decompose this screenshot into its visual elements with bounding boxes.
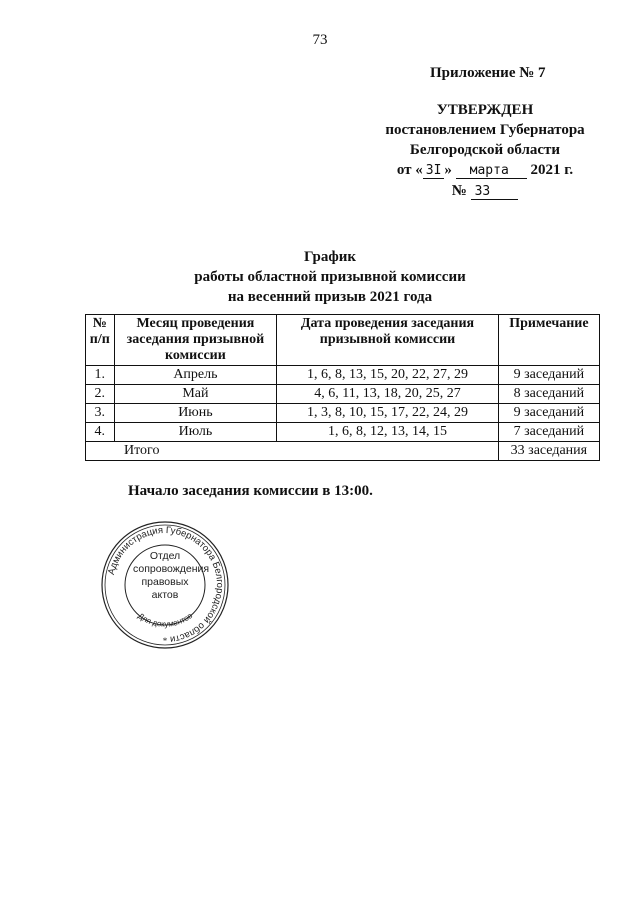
approval-heading: УТВЕРЖДЕН [436,102,534,118]
stamp-ring-text: Администрация Губернатора Белгородской области [106,524,226,645]
table-row [86,385,600,404]
row-dates: 4, 6, 11, 13, 18, 20, 25, 27 [277,385,499,404]
date-year: 2021 г. [530,162,574,178]
date-mid: » [444,162,452,178]
start-time-note: Начало заседания комиссии в 13:00. [128,483,373,499]
stamp-center-line: сопровождения [133,563,210,575]
row-number: 2. [86,385,115,404]
title-line-3: на весенний призыв 2021 года [227,289,433,305]
approval-number [380,181,590,202]
row-note: 7 заседаний [498,423,599,442]
row-note: 9 заседаний [498,366,599,385]
number-prefix: № [451,183,467,199]
table-row [86,366,600,385]
stamp-center-line: актов [151,589,179,601]
stamp-bottom-text: Для документов [136,611,195,629]
header-month: Месяц проведения заседания призывной комиссии [114,315,277,366]
header-dates: Дата проведения заседания призывной комиссии [277,315,499,366]
table-row [86,404,600,423]
date-month: марта [456,163,527,179]
table-header-row [86,315,600,366]
document-title [160,247,500,307]
stamp-center-text [133,550,210,602]
date-day: 3I [423,163,445,179]
total-row [86,442,600,461]
table-row [86,423,600,442]
row-month: Июнь [114,404,277,423]
approval-line-2: Белгородской области [409,142,561,158]
title-line-2: работы областной призывной комиссии [194,269,466,285]
row-month: Июль [114,423,277,442]
row-note: 9 заседаний [498,404,599,423]
row-number: 4. [86,423,115,442]
page-number: 73 [312,32,328,48]
total-label: Итого [86,442,499,461]
header-note: Примечание [498,315,599,366]
approval-block [380,100,590,202]
number-value: 33 [471,184,519,200]
stamp-star-icon: * [162,636,168,646]
row-month: Май [114,385,277,404]
row-month: Апрель [114,366,277,385]
total-value: 33 заседания [498,442,599,461]
appendix-label: Приложение № 7 [430,65,546,81]
approval-line-1: постановлением Губернатора [385,122,585,138]
row-number: 3. [86,404,115,423]
row-number: 1. [86,366,115,385]
approval-date [380,160,590,181]
stamp-center-line: правовых [141,576,189,588]
header-number: № п/п [86,315,115,366]
date-prefix: от « [396,162,423,178]
row-dates: 1, 6, 8, 13, 15, 20, 22, 27, 29 [277,366,499,385]
schedule-table [85,314,600,461]
stamp-center-line: Отдел [149,550,181,562]
row-note: 8 заседаний [498,385,599,404]
title-line-1: График [303,249,357,265]
row-dates: 1, 3, 8, 10, 15, 17, 22, 24, 29 [277,404,499,423]
row-dates: 1, 6, 8, 12, 13, 14, 15 [277,423,499,442]
